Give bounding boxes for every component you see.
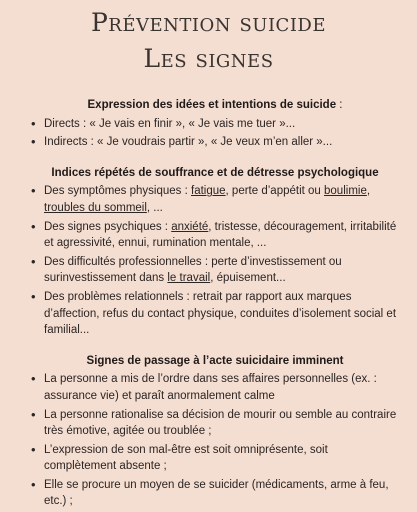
content-area: [30, 97, 400, 512]
underlined-term: boulimie: [324, 185, 367, 198]
bullet-list: [30, 371, 400, 510]
section-heading: Indices répétés de souffrance et de détresse psychologique: [51, 166, 379, 179]
list-item: • Elle se procure un moyen de se suicider (médicaments, arme à feu, etc.) ;: [30, 477, 400, 510]
section-heading: [30, 97, 400, 114]
text: , perte d’appétit ou: [225, 185, 325, 198]
section-imminent-signs: [30, 353, 400, 510]
underlined-term: le travail: [167, 272, 211, 285]
underlined-term: fatigue: [191, 185, 226, 198]
underlined-term: anxiété: [171, 220, 209, 233]
text: , ...: [146, 201, 163, 214]
list-item: • La personne a mis de l’ordre dans ses affaires personnelles (ex. : assurance vie) et paraît anormalement calme: [30, 371, 400, 404]
list-item: • L’expression de son mal-être est soit omniprésente, soit complètement absente ;: [30, 442, 400, 475]
bullet-list: [30, 183, 400, 338]
list-item: • La personne rationalise sa décision de mourir ou semble au contraire très émotive, agitée ou troublée ;: [30, 407, 400, 440]
list-item: • Directs : « Je vais en finir », « Je vais me tuer »...: [30, 116, 400, 133]
text: Des symptômes physiques :: [44, 185, 192, 198]
list-item: • Indirects : « Je voudrais partir », « Je veux m’en aller »...: [30, 134, 400, 151]
underlined-term: troubles du sommeil: [44, 201, 147, 214]
list-item: [30, 254, 400, 287]
text: Des signes psychiques :: [44, 220, 172, 233]
text: Des difficultés professionnelles : perte d’investissement ou surinvestissement dans: [44, 255, 342, 285]
page-title: Prévention suicide: [90, 8, 327, 37]
list-item: [30, 183, 400, 216]
text: ,: [366, 185, 371, 198]
section-distress-indicators: [30, 165, 400, 339]
list-item: • Des problèmes relationnels : retrait par rapport aux marques d’affection, refus du contact physique, conduites d’isolement social et familial...: [30, 289, 400, 339]
text: , épuisement...: [210, 272, 286, 285]
section-ideas-intentions: [30, 97, 400, 151]
heading-colon: :: [336, 99, 343, 111]
heading-text: Expression des idées et intentions de suicide: [87, 99, 337, 111]
bullet-list: [30, 116, 400, 151]
text: , tristesse, découragement, irritabilité et agressivité, ennui, rumination mentale, ...: [44, 220, 397, 250]
page-subtitle: Les signes: [143, 44, 274, 73]
section-heading: Signes de passage à l’acte suicidaire imminent: [86, 354, 344, 367]
list-item: [30, 219, 400, 252]
